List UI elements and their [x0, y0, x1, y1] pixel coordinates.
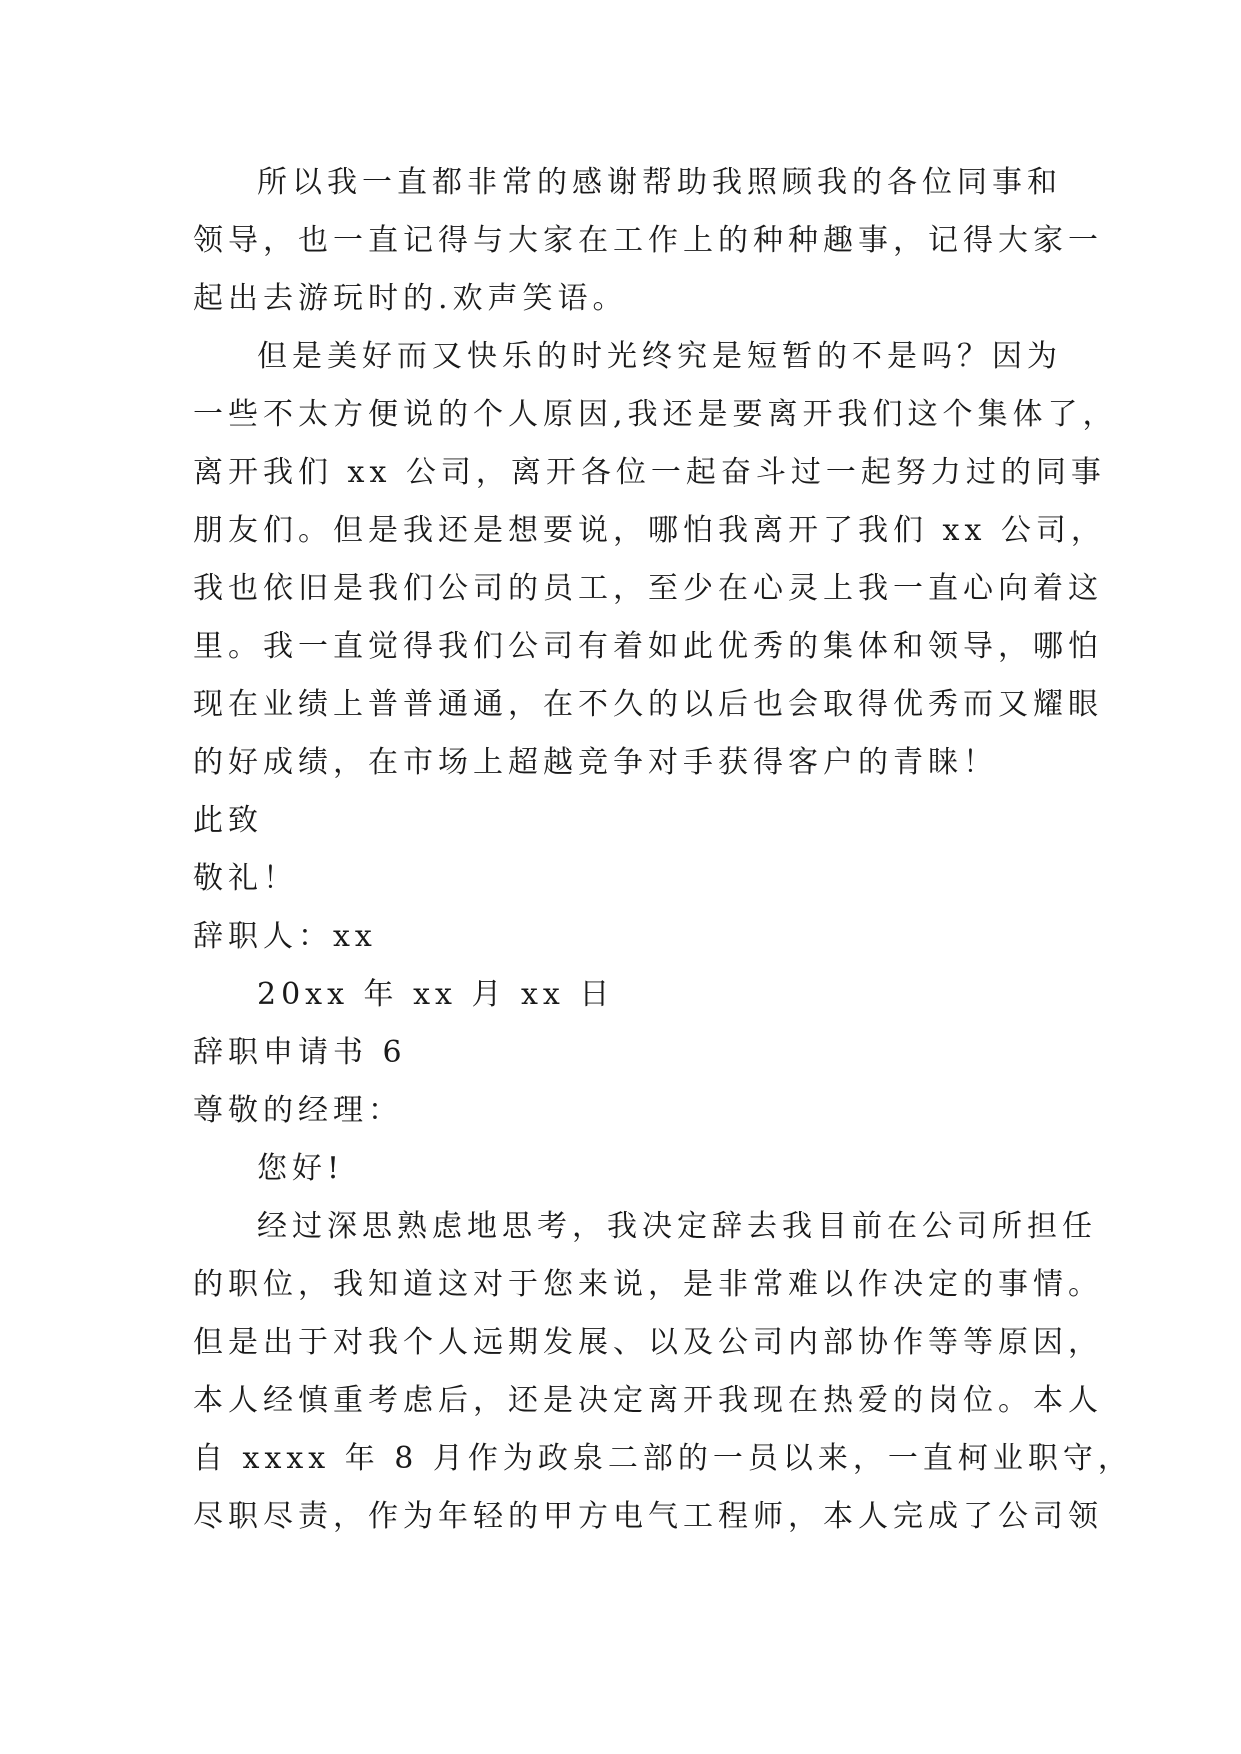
paragraph-line: 但是出于对我个人远期发展、以及公司内部协作等等原因， [193, 1325, 1103, 1360]
paragraph-line: 经过深思熟虑地思考，我决定辞去我目前在公司所担任 [257, 1209, 1097, 1244]
paragraph-line: 自 xxxx 年 8 月作为政泉二部的一员以来，一直柯业职守， [193, 1441, 1133, 1476]
paragraph-line: 现在业绩上普普通通，在不久的以后也会取得优秀而又耀眼 [193, 687, 1103, 722]
paragraph-line: 的职位，我知道这对于您来说，是非常难以作决定的事情。 [193, 1267, 1103, 1302]
paragraph-line: 本人经慎重考虑后，还是决定离开我现在热爱的岗位。本人 [193, 1383, 1103, 1418]
paragraph-line: 尽职尽责，作为年轻的甲方电气工程师，本人完成了公司领 [193, 1499, 1103, 1534]
paragraph-line: 所以我一直都非常的感谢帮助我照顾我的各位同事和 [257, 165, 1062, 200]
closing-regards: 敬礼！ [193, 861, 298, 896]
paragraph-line: 领导，也一直记得与大家在工作上的种种趣事，记得大家一 [193, 223, 1103, 258]
paragraph-line: 一些不太方便说的个人原因,我还是要离开我们这个集体了， [193, 397, 1118, 432]
paragraph-line: 离开我们 xx 公司，离开各位一起奋斗过一起努力过的同事 [193, 455, 1106, 490]
paragraph-line: 起出去游玩时的.欢声笑语。 [193, 281, 628, 316]
greeting-recipient: 尊敬的经理： [193, 1093, 403, 1128]
paragraph-line: 里。我一直觉得我们公司有着如此优秀的集体和领导，哪怕 [193, 629, 1103, 664]
closing-salutation: 此致 [193, 803, 263, 838]
paragraph-line: 我也依旧是我们公司的员工，至少在心灵上我一直心向着这 [193, 571, 1103, 606]
paragraph-line: 但是美好而又快乐的时光终究是短暂的不是吗？因为 [257, 339, 1062, 374]
date-line: 20xx 年 xx 月 xx 日 [257, 977, 615, 1012]
paragraph-line: 朋友们。但是我还是想要说，哪怕我离开了我们 xx 公司， [193, 513, 1106, 548]
signature-line: 辞职人：xx [193, 919, 377, 954]
paragraph-line: 的好成绩，在市场上超越竞争对手获得客户的青睐！ [193, 745, 998, 780]
greeting: 您好! [257, 1151, 345, 1186]
section-heading: 辞职申请书 6 [193, 1035, 407, 1070]
